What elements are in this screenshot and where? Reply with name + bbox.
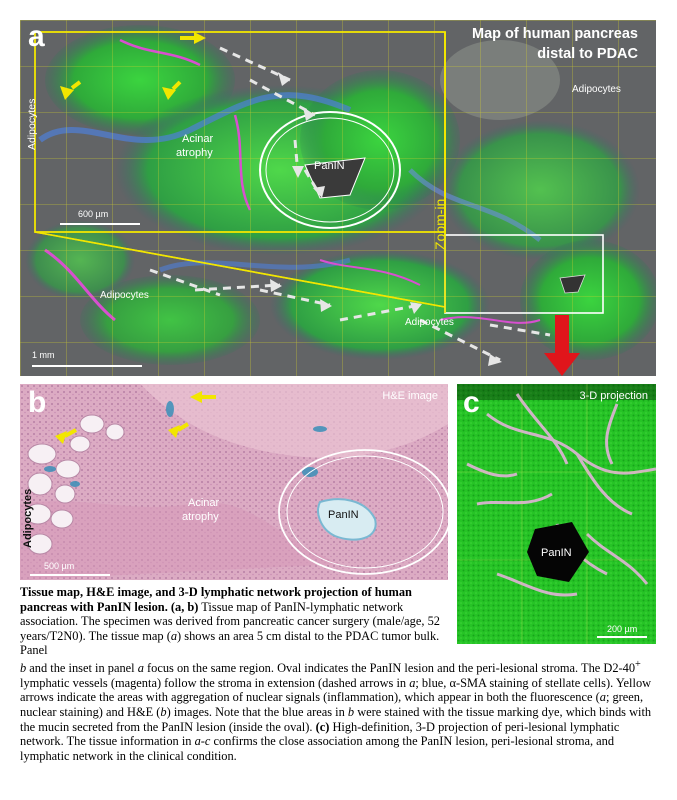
caption-text-3: and the inset in panel bbox=[26, 661, 138, 676]
caption-sup-plus: + bbox=[635, 659, 641, 670]
label-adipocytes-bottom-left: Adipocytes bbox=[100, 290, 149, 301]
caption-text-11: confirms the close association among the PanIN lesion, peri-lesional stroma, and lymphatic network in the clinical condition. bbox=[20, 734, 615, 763]
label-adipocytes-right-top: Adipocytes bbox=[572, 84, 621, 95]
panel-c bbox=[457, 384, 656, 644]
panel-b-image bbox=[20, 384, 448, 580]
label-zoom-in: Zoom-in bbox=[432, 198, 448, 250]
panel-c-label: c bbox=[463, 386, 480, 419]
caption-italic-a4: a bbox=[599, 690, 606, 705]
caption-text-5: lymphatic vessels (magenta) follow the stroma in extension (dashed arrows in bbox=[20, 675, 410, 690]
panel-a-label: a bbox=[28, 20, 45, 53]
panel-b bbox=[20, 384, 448, 580]
caption-italic-b2: b bbox=[160, 704, 167, 719]
figure-caption-bottom bbox=[20, 658, 656, 763]
panel-a-title-line2: distal to PDAC bbox=[537, 46, 638, 62]
caption-text-9: were stained with the tissue marking dye, which binds with the mucin secreted from the PanIN lesion (inside the oval). bbox=[20, 704, 652, 734]
caption-text-6: ; blue, α-SMA staining of stellate cells). Yellow arrows indicate the areas with aggregation of nuclear signals (inflammation), which appear in both the fluorescence ( bbox=[20, 675, 652, 705]
label-adipocytes: Adipocytes bbox=[22, 488, 34, 548]
caption-text-10: High-definition, 3-D projection of peri-lesional lymphatic network. The tissue information in bbox=[20, 719, 620, 749]
caption-bold-c: (c) bbox=[315, 719, 330, 734]
caption-text-7: ; green, nuclear staining) and H&E ( bbox=[20, 690, 644, 719]
label-3d-projection: 3-D projection bbox=[579, 390, 648, 402]
caption-italic-a2: a bbox=[137, 661, 144, 676]
label-he-image: H&E image bbox=[382, 390, 438, 402]
scale-label-main: 1 mm bbox=[32, 350, 55, 360]
label-panin: PanIN bbox=[314, 160, 345, 172]
panel-a-image bbox=[20, 20, 656, 376]
label-acinar-line1: Acinar bbox=[188, 497, 220, 509]
label-acinar-line2: atrophy bbox=[182, 511, 219, 523]
label-adipocytes-inset-left: Adipocytes bbox=[26, 98, 38, 150]
panel-a-title-line1: Map of human pancreas bbox=[472, 26, 638, 42]
panel-a bbox=[20, 20, 656, 376]
label-adipocytes-bottom-mid: Adipocytes bbox=[405, 317, 454, 328]
caption-italic-a1: a bbox=[170, 628, 178, 643]
caption-italic-a3: a bbox=[409, 675, 416, 690]
caption-text-8: ) images. Note that the blue areas in bbox=[166, 704, 348, 719]
label-acinar-line2: atrophy bbox=[176, 147, 213, 159]
label-acinar-line1: Acinar bbox=[182, 133, 214, 145]
caption-title-bold: Tissue map, H&E image, and 3-D lymphatic network projection of human pancreas with PanIN lesion. (a, b) bbox=[20, 585, 412, 614]
label-panin: PanIN bbox=[328, 509, 359, 521]
scale-label: 200 µm bbox=[607, 624, 638, 634]
panel-b-label: b bbox=[28, 386, 47, 419]
caption-text-1: Tissue map of PanIN-lymphatic network association. The specimen was derived from pancreatic cancer surgery (male/age, 52 years/T2N0). The tissue map ( bbox=[20, 599, 440, 643]
scale-label: 500 µm bbox=[44, 561, 75, 571]
caption-italic-ac: a-c bbox=[194, 734, 211, 749]
panel-c-image bbox=[457, 384, 656, 644]
scale-label-inset: 600 µm bbox=[78, 209, 109, 219]
caption-italic-b1: b bbox=[20, 661, 27, 676]
figure-caption-top bbox=[20, 585, 448, 658]
label-panin: PanIN bbox=[541, 547, 572, 559]
caption-text-4: focus on the same region. Oval indicates the PanIN lesion and the peri-lesional stroma. The D2-40 bbox=[143, 661, 636, 676]
caption-text-2: ) shows an area 5 cm distal to the PDAC tumor bulk. Panel bbox=[20, 628, 440, 658]
caption-italic-b3: b bbox=[347, 704, 355, 719]
